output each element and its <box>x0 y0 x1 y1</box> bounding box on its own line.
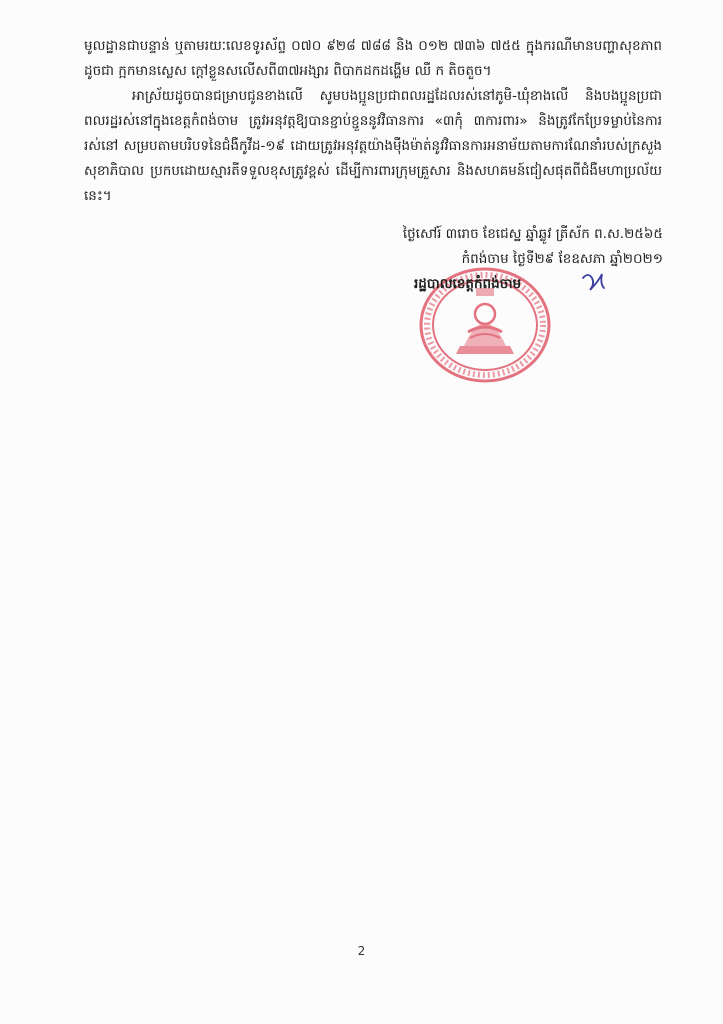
paragraph-advisory: អាស្រ័យដូចបានជម្រាបជូនខាងលើ សូមបងប្អូនប្រជាពលរដ្ឋដែលរស់នៅភូមិ-ឃុំខាងលើ និងបងប្អូនប្រជាពលរដ្ឋរស់នៅក្នុងខេត្តកំពង់ចាម ត្រូវអនុវត្តឱ្យបានខ្ជាប់ខ្ជួននូវវិធានការ «៣កុំ ៣ការពារ» និងត្រូវកែប្រែទម្លាប់នៃការរស់នៅ សម្របតាមបរិបទនៃជំងឺកូវីដ-១៩ ដោយត្រូវអនុវត្តយ៉ាងម៉ឺងម៉ាត់នូវវិធានការអនាម័យតាមការណែនាំរបស់ក្រសួងសុខាភិបាល ប្រកបដោយស្មារតីទទួលខុសត្រូវខ្ពស់ ដើម្បីការពារក្រុមគ្រួសារ និងសហគមន៍ជៀសផុតពីជំងឺមហាប្រល័យនេះ។ <box>84 88 662 204</box>
lunar-date: ថ្ងៃសៅរ៍ ៣រោច ខែជេស្ឋ ឆ្នាំឆ្លូវ ត្រីស័ក ព.ស.២៥៦៥ <box>402 226 663 242</box>
issuing-authority: រដ្ឋបាលខេត្តកំពង់ចាម <box>414 276 522 292</box>
letter-body <box>84 34 662 209</box>
signature-mark <box>580 270 608 294</box>
page-number: 2 <box>357 944 366 958</box>
date-block <box>403 222 663 272</box>
paragraph-contact-info: មូលដ្ឋានជាបន្ទាន់ ឬតាមរយៈលេខទូរស័ព្ទ ០៧០ ៩២៨ ៧៨៨ និង ០១២ ៧៣៦ ៧៥៥ ក្នុងករណីមានបញ្ហាសុខភាពដូចជា ក្អកមានស្លេស ក្តៅខ្លួនសលើសពី៣៧អង្សារ ពិបាកដកដង្ហើម ឈឺ ក តិចតួច។ <box>84 38 662 79</box>
solar-date: កំពង់ចាម ថ្ងៃទី២៩ ខែឧសភា ឆ្នាំ២០២១ <box>461 251 663 267</box>
